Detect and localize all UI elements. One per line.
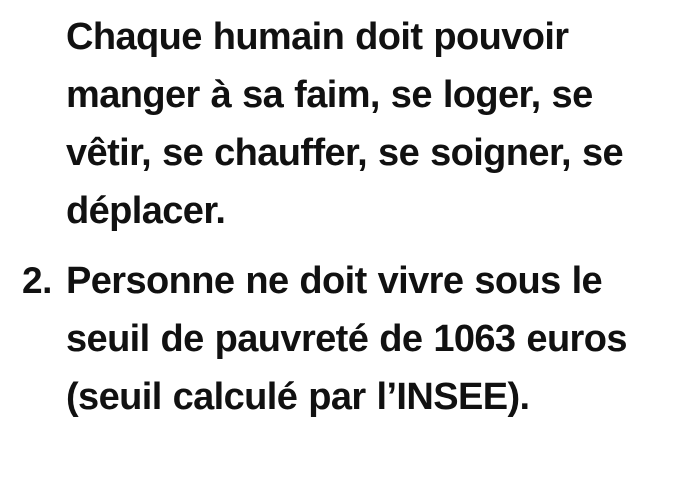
list-item-text: Personne ne doit vivre sous le seuil de pauvreté de 1063 euros (seuil calculé par l’INSEE). — [66, 260, 627, 418]
list-item-text: Chaque humain doit pouvoir manger à sa faim, se loger, se vêtir, se chauffer, se soigner, se déplacer. — [66, 16, 624, 232]
list-item — [22, 8, 680, 240]
list-item — [22, 252, 680, 426]
list-item-marker: 2. — [22, 260, 52, 301]
